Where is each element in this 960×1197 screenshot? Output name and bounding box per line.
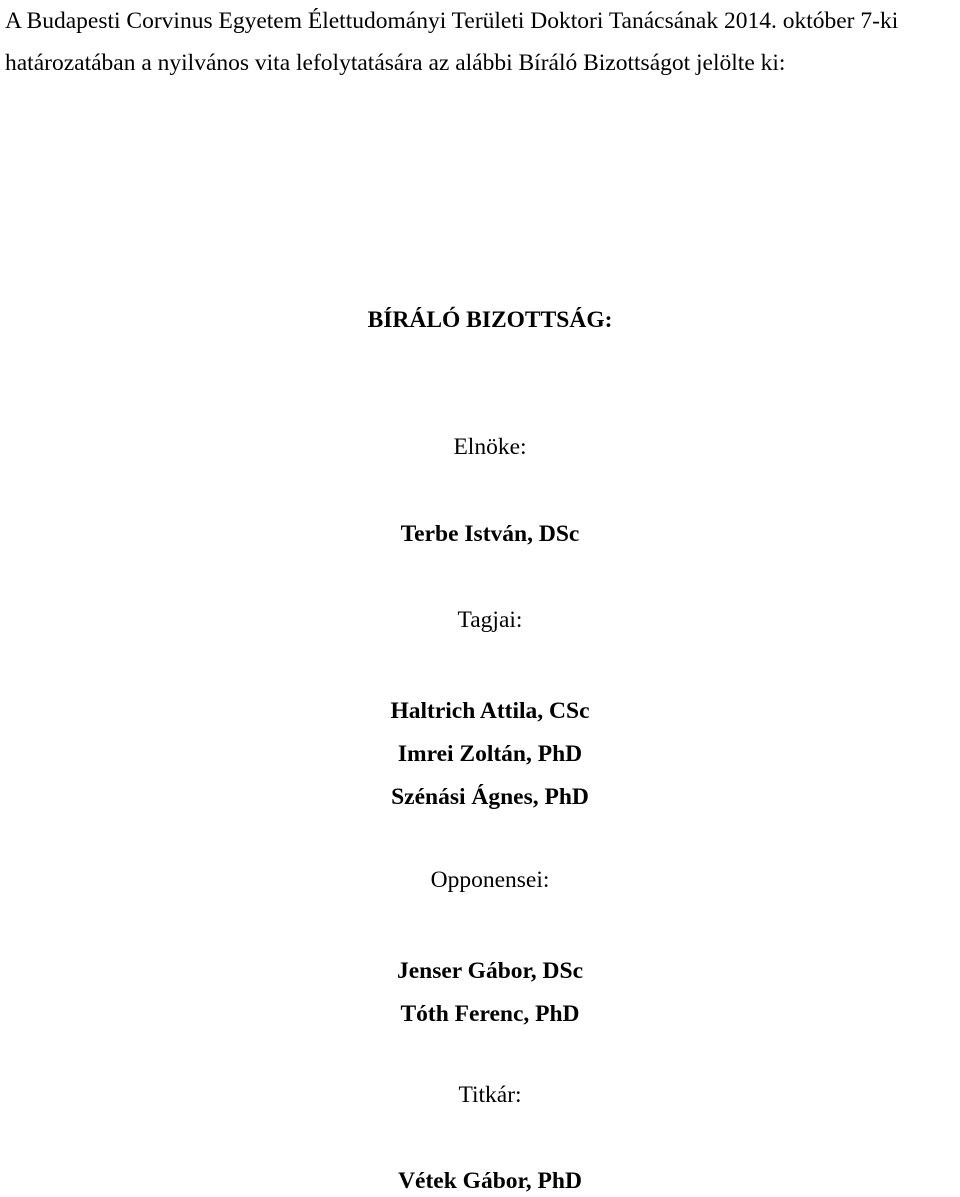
chair-name: Terbe István, DSc [400,521,580,547]
opponents-label: Opponensei: [430,867,550,893]
intro-line-1: A Budapesti Corvinus Egyetem Élettudományi Területi Doktori Tanácsának 2014. október 7-ki [5,8,899,34]
member-name: Haltrich Attila, CSc [390,698,590,724]
committee-heading: BÍRÁLÓ BIZOTTSÁG: [367,307,613,333]
opponent-name: Jenser Gábor, DSc [396,958,584,984]
secretary-name: Vétek Gábor, PhD [398,1168,582,1194]
member-name: Imrei Zoltán, PhD [397,741,583,767]
members-label: Tagjai: [457,607,523,633]
intro-paragraph [5,0,960,84]
members-list [0,690,960,819]
secretary-label: Titkár: [458,1082,522,1108]
member-name: Szénási Ágnes, PhD [391,784,589,810]
intro-line-2: határozatában a nyilvános vita lefolytatására az alábbi Bíráló Bizottságot jelölte ki: [5,50,786,76]
chair-label: Elnöke: [453,434,527,460]
opponent-name: Tóth Ferenc, PhD [400,1001,580,1027]
opponents-list [0,950,960,1036]
